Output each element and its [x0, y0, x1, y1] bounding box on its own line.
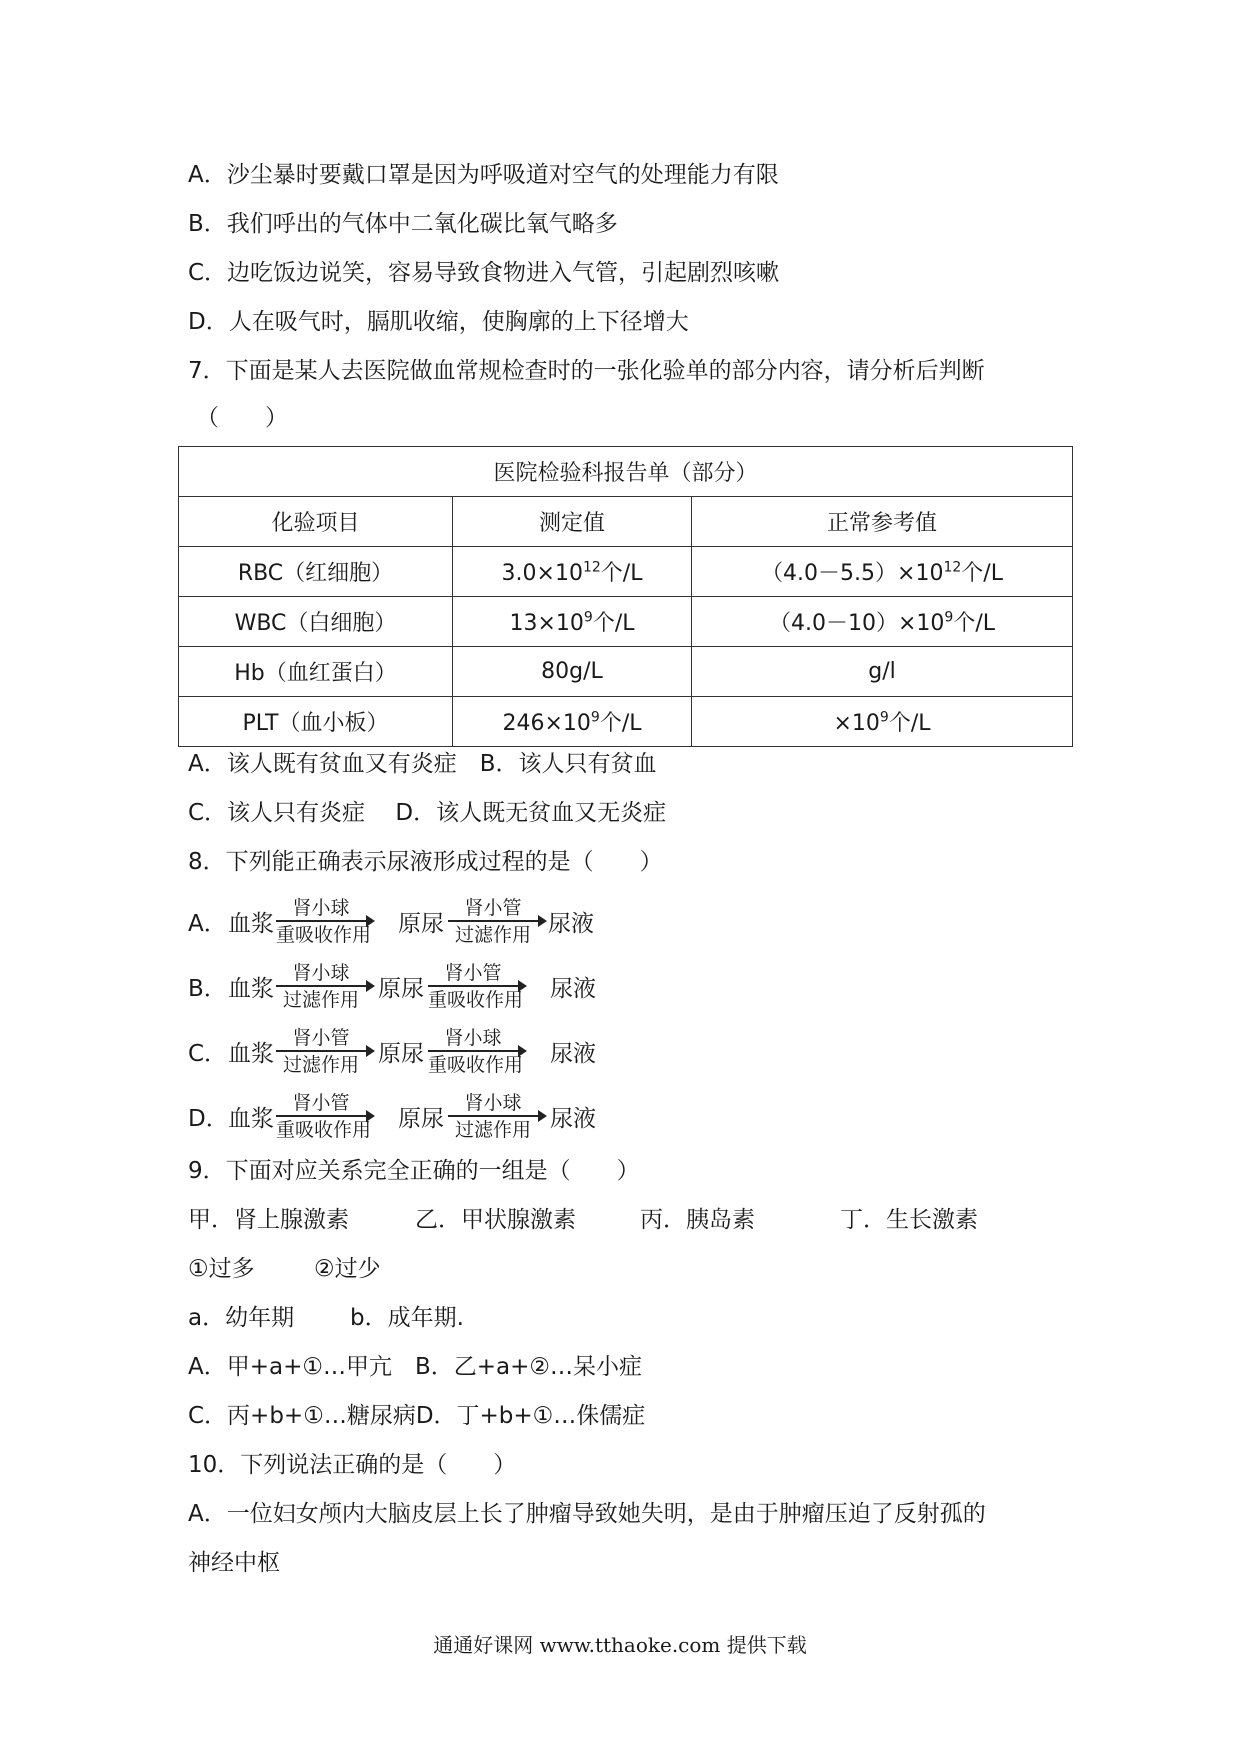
header-reference: 正常参考值 [692, 497, 1073, 547]
option-label: B． [188, 976, 227, 1002]
end-term: 尿液 [550, 1041, 596, 1067]
reaction-arrow-2: 肾小球 重吸收作用 [428, 1021, 528, 1081]
q9-options-line1: A．甲+a+①…甲亢 B．乙+a+②…呆小症 [188, 1354, 643, 1380]
q9-options-line2: C．丙+b+①…糖尿病D．丁+b+①…侏儒症 [188, 1403, 646, 1429]
end-term: 尿液 [548, 911, 594, 937]
cell-reference: $\times 10^9$个/L [692, 697, 1073, 747]
middle-term: 原尿 [398, 911, 444, 937]
end-term: 尿液 [550, 1106, 596, 1132]
hormone-ding: 丁．生长激素 [840, 1207, 978, 1233]
table-row [179, 647, 1073, 697]
reaction-arrow-2: 肾小球 过滤作用 [448, 1086, 548, 1146]
start-term: 血浆 [228, 1041, 274, 1067]
table-row [179, 697, 1073, 747]
period-adulthood: b．成年期. [350, 1305, 464, 1331]
cell-item: Hb（血红蛋白） [179, 647, 453, 697]
q10-stem: 10．下列说法正确的是（ ） [188, 1452, 517, 1478]
header-value: 测定值 [453, 497, 692, 547]
lab-report-table [178, 446, 1073, 747]
q7-answer-blank: （ ） [196, 405, 288, 431]
hormone-yi: 乙．甲状腺激素 [415, 1207, 576, 1233]
end-term: 尿液 [550, 976, 596, 1002]
hormone-jia: 甲．肾上腺激素 [188, 1207, 349, 1233]
cell-reference: g/l [692, 647, 1073, 697]
reaction-arrow-1: 肾小球 重吸收作用 [276, 891, 376, 951]
table-row [179, 597, 1073, 647]
option-label: C． [188, 1041, 228, 1067]
q10-option-a-line2: 神经中枢 [188, 1550, 280, 1576]
reaction-arrow-2: 肾小管 重吸收作用 [428, 956, 528, 1016]
reaction-arrow-1: 肾小管 重吸收作用 [276, 1086, 376, 1146]
cell-item: PLT（血小板） [179, 697, 453, 747]
cell-reference: $(4.0-10)\times 10^9$个/L [692, 597, 1073, 647]
middle-term: 原尿 [378, 976, 424, 1002]
cell-value: $3.0\times 10^{12}$个/L [453, 547, 692, 597]
cell-value: 80g/L [453, 647, 692, 697]
amount-deficient: ②过少 [314, 1256, 381, 1282]
q10-option-a-line1: A．一位妇女颅内大脑皮层上长了肿瘤导致她失明，是由于肿瘤压迫了反射孤的 [188, 1501, 986, 1527]
cell-reference: $(4.0-5.5)\times 10^{12}$个/L [692, 547, 1073, 597]
reaction-arrow-2: 肾小管 过滤作用 [448, 891, 548, 951]
q6-option-c: C．边吃饭边说笑，容易导致食物进入气管，引起剧烈咳嗽 [188, 260, 780, 286]
middle-term: 原尿 [378, 1041, 424, 1067]
reaction-arrow-1: 肾小球 过滤作用 [276, 956, 376, 1016]
q8-stem: 8．下列能正确表示尿液形成过程的是（ ） [188, 849, 663, 875]
amount-excess: ①过多 [188, 1256, 255, 1282]
cell-item: RBC（红细胞） [179, 547, 453, 597]
q7-stem: 7．下面是某人去医院做血常规检查时的一张化验单的部分内容，请分析后判断 [188, 358, 985, 384]
start-term: 血浆 [228, 911, 274, 937]
page-footer: 通通好课网 www.tthaoke.com 提供下载 [433, 1633, 807, 1657]
table-header-row [179, 497, 1073, 547]
q7-options-line1: A．该人既有贫血又有炎症 B．该人只有贫血 [188, 751, 657, 777]
period-childhood: a．幼年期 [188, 1305, 295, 1331]
middle-term: 原尿 [398, 1106, 444, 1132]
header-item: 化验项目 [179, 497, 453, 547]
hormone-bing: 丙．胰岛素 [640, 1207, 755, 1233]
q6-option-a: A．沙尘暴时要戴口罩是因为呼吸道对空气的处理能力有限 [188, 162, 779, 188]
q6-option-d: D．人在吸气时，膈肌收缩，使胸廓的上下径增大 [188, 309, 689, 335]
start-term: 血浆 [228, 976, 274, 1002]
start-term: 血浆 [228, 1106, 274, 1132]
cell-value: $13\times 10^9$个/L [453, 597, 692, 647]
q6-option-b: B．我们呼出的气体中二氧化碳比氧气略多 [188, 211, 618, 237]
cell-value: $246\times 10^9$个/L [453, 697, 692, 747]
table-title: 医院检验科报告单（部分） [179, 447, 1073, 497]
option-label: A． [188, 911, 227, 937]
q9-stem: 9．下面对应关系完全正确的一组是（ ） [188, 1158, 640, 1184]
reaction-arrow-1: 肾小管 过滤作用 [276, 1021, 376, 1081]
table-row [179, 547, 1073, 597]
cell-item: WBC（白细胞） [179, 597, 453, 647]
q7-options-line2: C．该人只有炎症 D．该人既无贫血又无炎症 [188, 800, 667, 826]
option-label: D． [188, 1106, 229, 1132]
